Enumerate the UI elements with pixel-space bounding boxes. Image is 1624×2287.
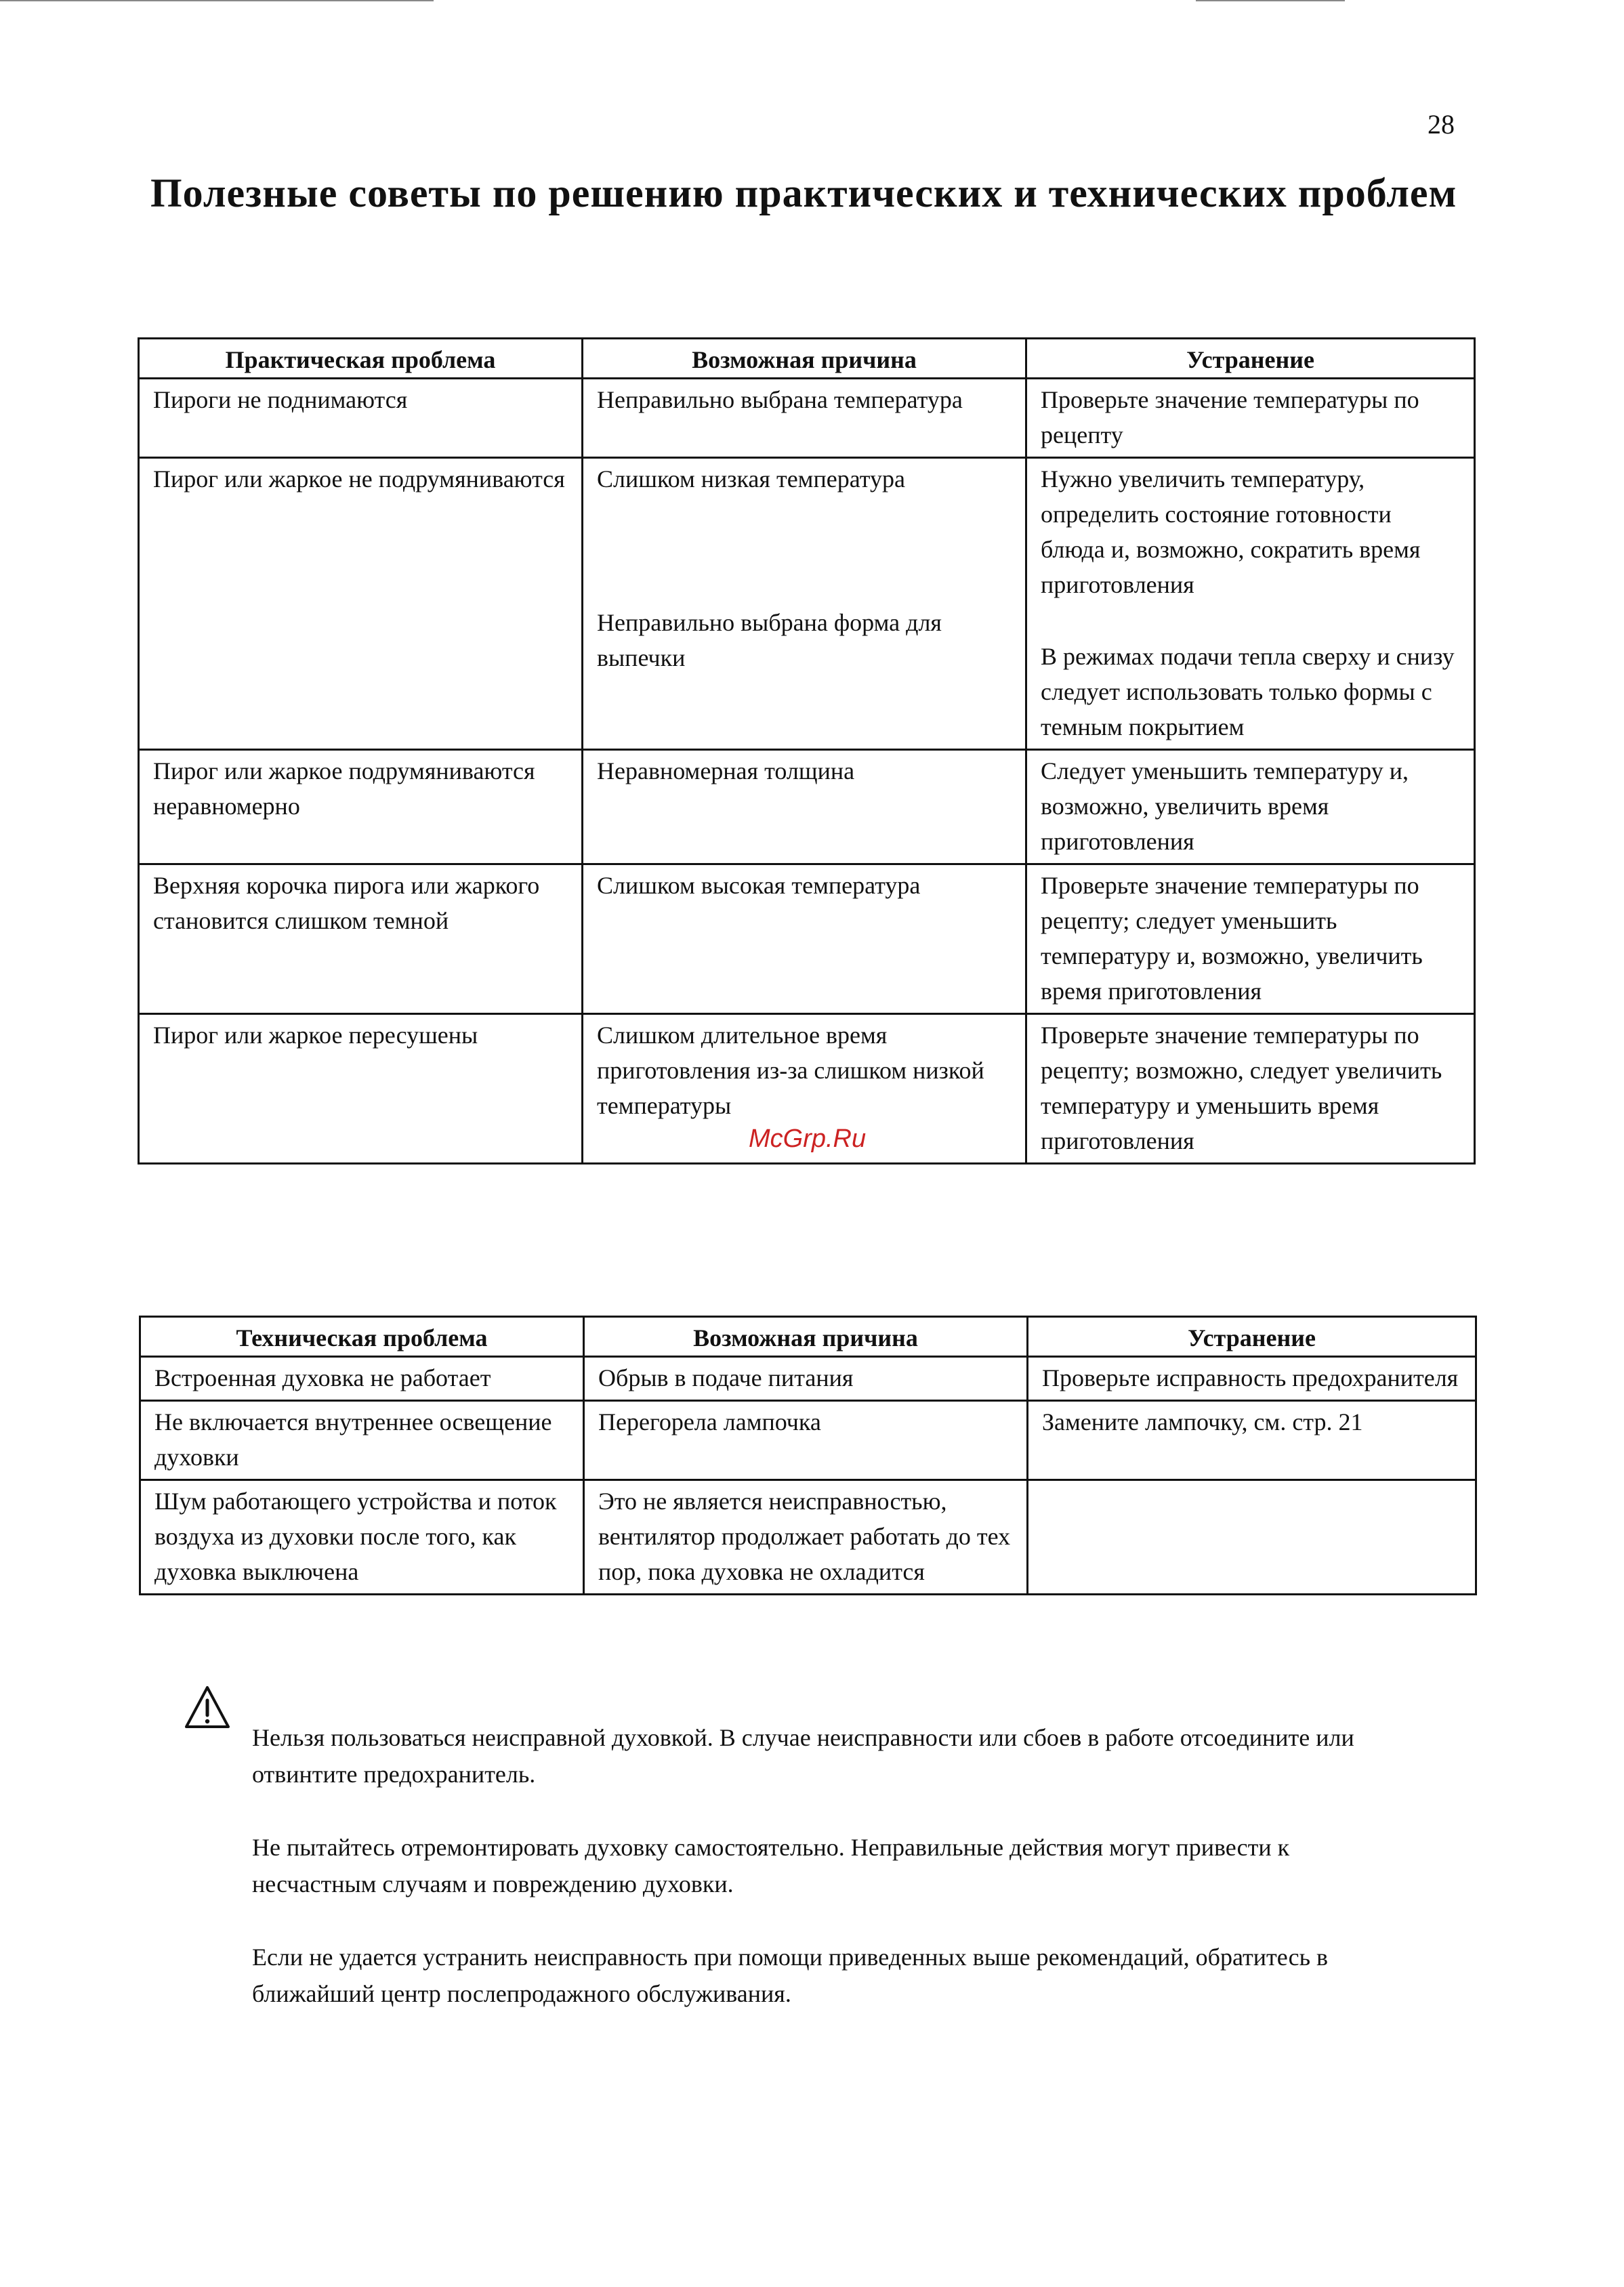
table-row — [139, 458, 1475, 750]
column-header-cause: Возможная причина — [583, 339, 1026, 379]
fix-text-2: В режимах подачи тепла сверху и снизу следует использовать только формы с темным покрытием — [1041, 643, 1455, 740]
problem-cell: Шум работающего устройства и поток воздуха из духовки после того, как духовка выключена — [140, 1480, 584, 1595]
fix-cell: Следует уменьшить температуру и, возможно, увеличить время приготовления — [1026, 750, 1475, 864]
column-header-problem: Техническая проблема — [140, 1317, 584, 1357]
cause-cell: Неравномерная толщина — [583, 750, 1026, 864]
table-header-row — [139, 339, 1475, 379]
practical-problems-table — [138, 337, 1476, 1165]
cause-cell: Слишком длительное время приготовления из-за слишком низкой температуры — [583, 1014, 1026, 1164]
fix-cell — [1026, 458, 1475, 750]
problem-cell: Пирог или жаркое не подрумяниваются — [139, 458, 583, 750]
table-header-row — [140, 1317, 1476, 1357]
fix-text: Нужно увеличить температуру, определить состояние готовности блюда и, возможно, сократить время приготовления — [1041, 465, 1421, 598]
fix-cell — [1028, 1480, 1476, 1595]
table-row — [140, 1401, 1476, 1480]
column-header-fix: Устранение — [1028, 1317, 1476, 1357]
cause-cell: Неправильно выбрана температура — [583, 379, 1026, 458]
cause-text-2: Неправильно выбрана форма для выпечки — [597, 609, 942, 671]
column-header-problem: Практическая проблема — [139, 339, 583, 379]
fix-cell: Проверьте значение температуры по рецепту — [1026, 379, 1475, 458]
warning-notes — [252, 1719, 1404, 2049]
page-title: Полезные советы по решению практических и технических проблем — [150, 171, 1457, 215]
problem-cell: Пирог или жаркое пересушены — [139, 1014, 583, 1164]
problem-cell: Не включается внутреннее освещение духовки — [140, 1401, 584, 1480]
fix-cell: Замените лампочку, см. стр. 21 — [1028, 1401, 1476, 1480]
scan-artifact-line-left — [0, 0, 434, 1]
scan-artifact-line-right — [1196, 0, 1345, 1]
column-header-fix: Устранение — [1026, 339, 1475, 379]
table-row — [139, 864, 1475, 1014]
problem-cell: Пироги не поднимаются — [139, 379, 583, 458]
table-row — [139, 750, 1475, 864]
cause-text: Слишком низкая температура — [597, 465, 905, 492]
cause-cell: Слишком высокая температура — [583, 864, 1026, 1014]
problem-cell: Верхняя корочка пирога или жаркого становится слишком темной — [139, 864, 583, 1014]
column-header-cause: Возможная причина — [584, 1317, 1028, 1357]
cause-cell — [583, 458, 1026, 750]
watermark: McGrp.Ru — [749, 1125, 867, 1153]
warning-paragraph: Если не удается устранить неисправность при помощи приведенных выше рекомендаций, обратитесь в ближайший центр послепродажного обслуживания. — [252, 1944, 1329, 2007]
warning-paragraph: Нельзя пользоваться неисправной духовкой. В случае неисправности или сбоев в работе отсоедините или отвинтите предохранитель. — [252, 1724, 1354, 1788]
fix-cell: Проверьте значение температуры по рецепту; следует уменьшить температуру и, возможно, увеличить время приготовления — [1026, 864, 1475, 1014]
problem-cell: Пирог или жаркое подрумяниваются неравномерно — [139, 750, 583, 864]
warning-paragraph: Не пытайтесь отремонтировать духовку самостоятельно. Неправильные действия могут привести к несчастным случаям и повреждению духовки. — [252, 1834, 1290, 1897]
cause-cell: Это не является неисправностью, вентилятор продолжает работать до тех пор, пока духовка не охладится — [584, 1480, 1028, 1595]
technical-problems-table — [139, 1316, 1477, 1595]
warning-triangle-icon — [184, 1685, 230, 1729]
page-number: 28 — [1428, 109, 1455, 140]
table-row — [140, 1357, 1476, 1401]
fix-cell: Проверьте исправность предохранителя — [1028, 1357, 1476, 1401]
table-row — [140, 1480, 1476, 1595]
cause-cell: Перегорела лампочка — [584, 1401, 1028, 1480]
cause-cell: Обрыв в подаче питания — [584, 1357, 1028, 1401]
table-row — [139, 379, 1475, 458]
problem-cell: Встроенная духовка не работает — [140, 1357, 584, 1401]
fix-cell: Проверьте значение температуры по рецепту; возможно, следует увеличить температуру и уменьшить время приготовления — [1026, 1014, 1475, 1164]
